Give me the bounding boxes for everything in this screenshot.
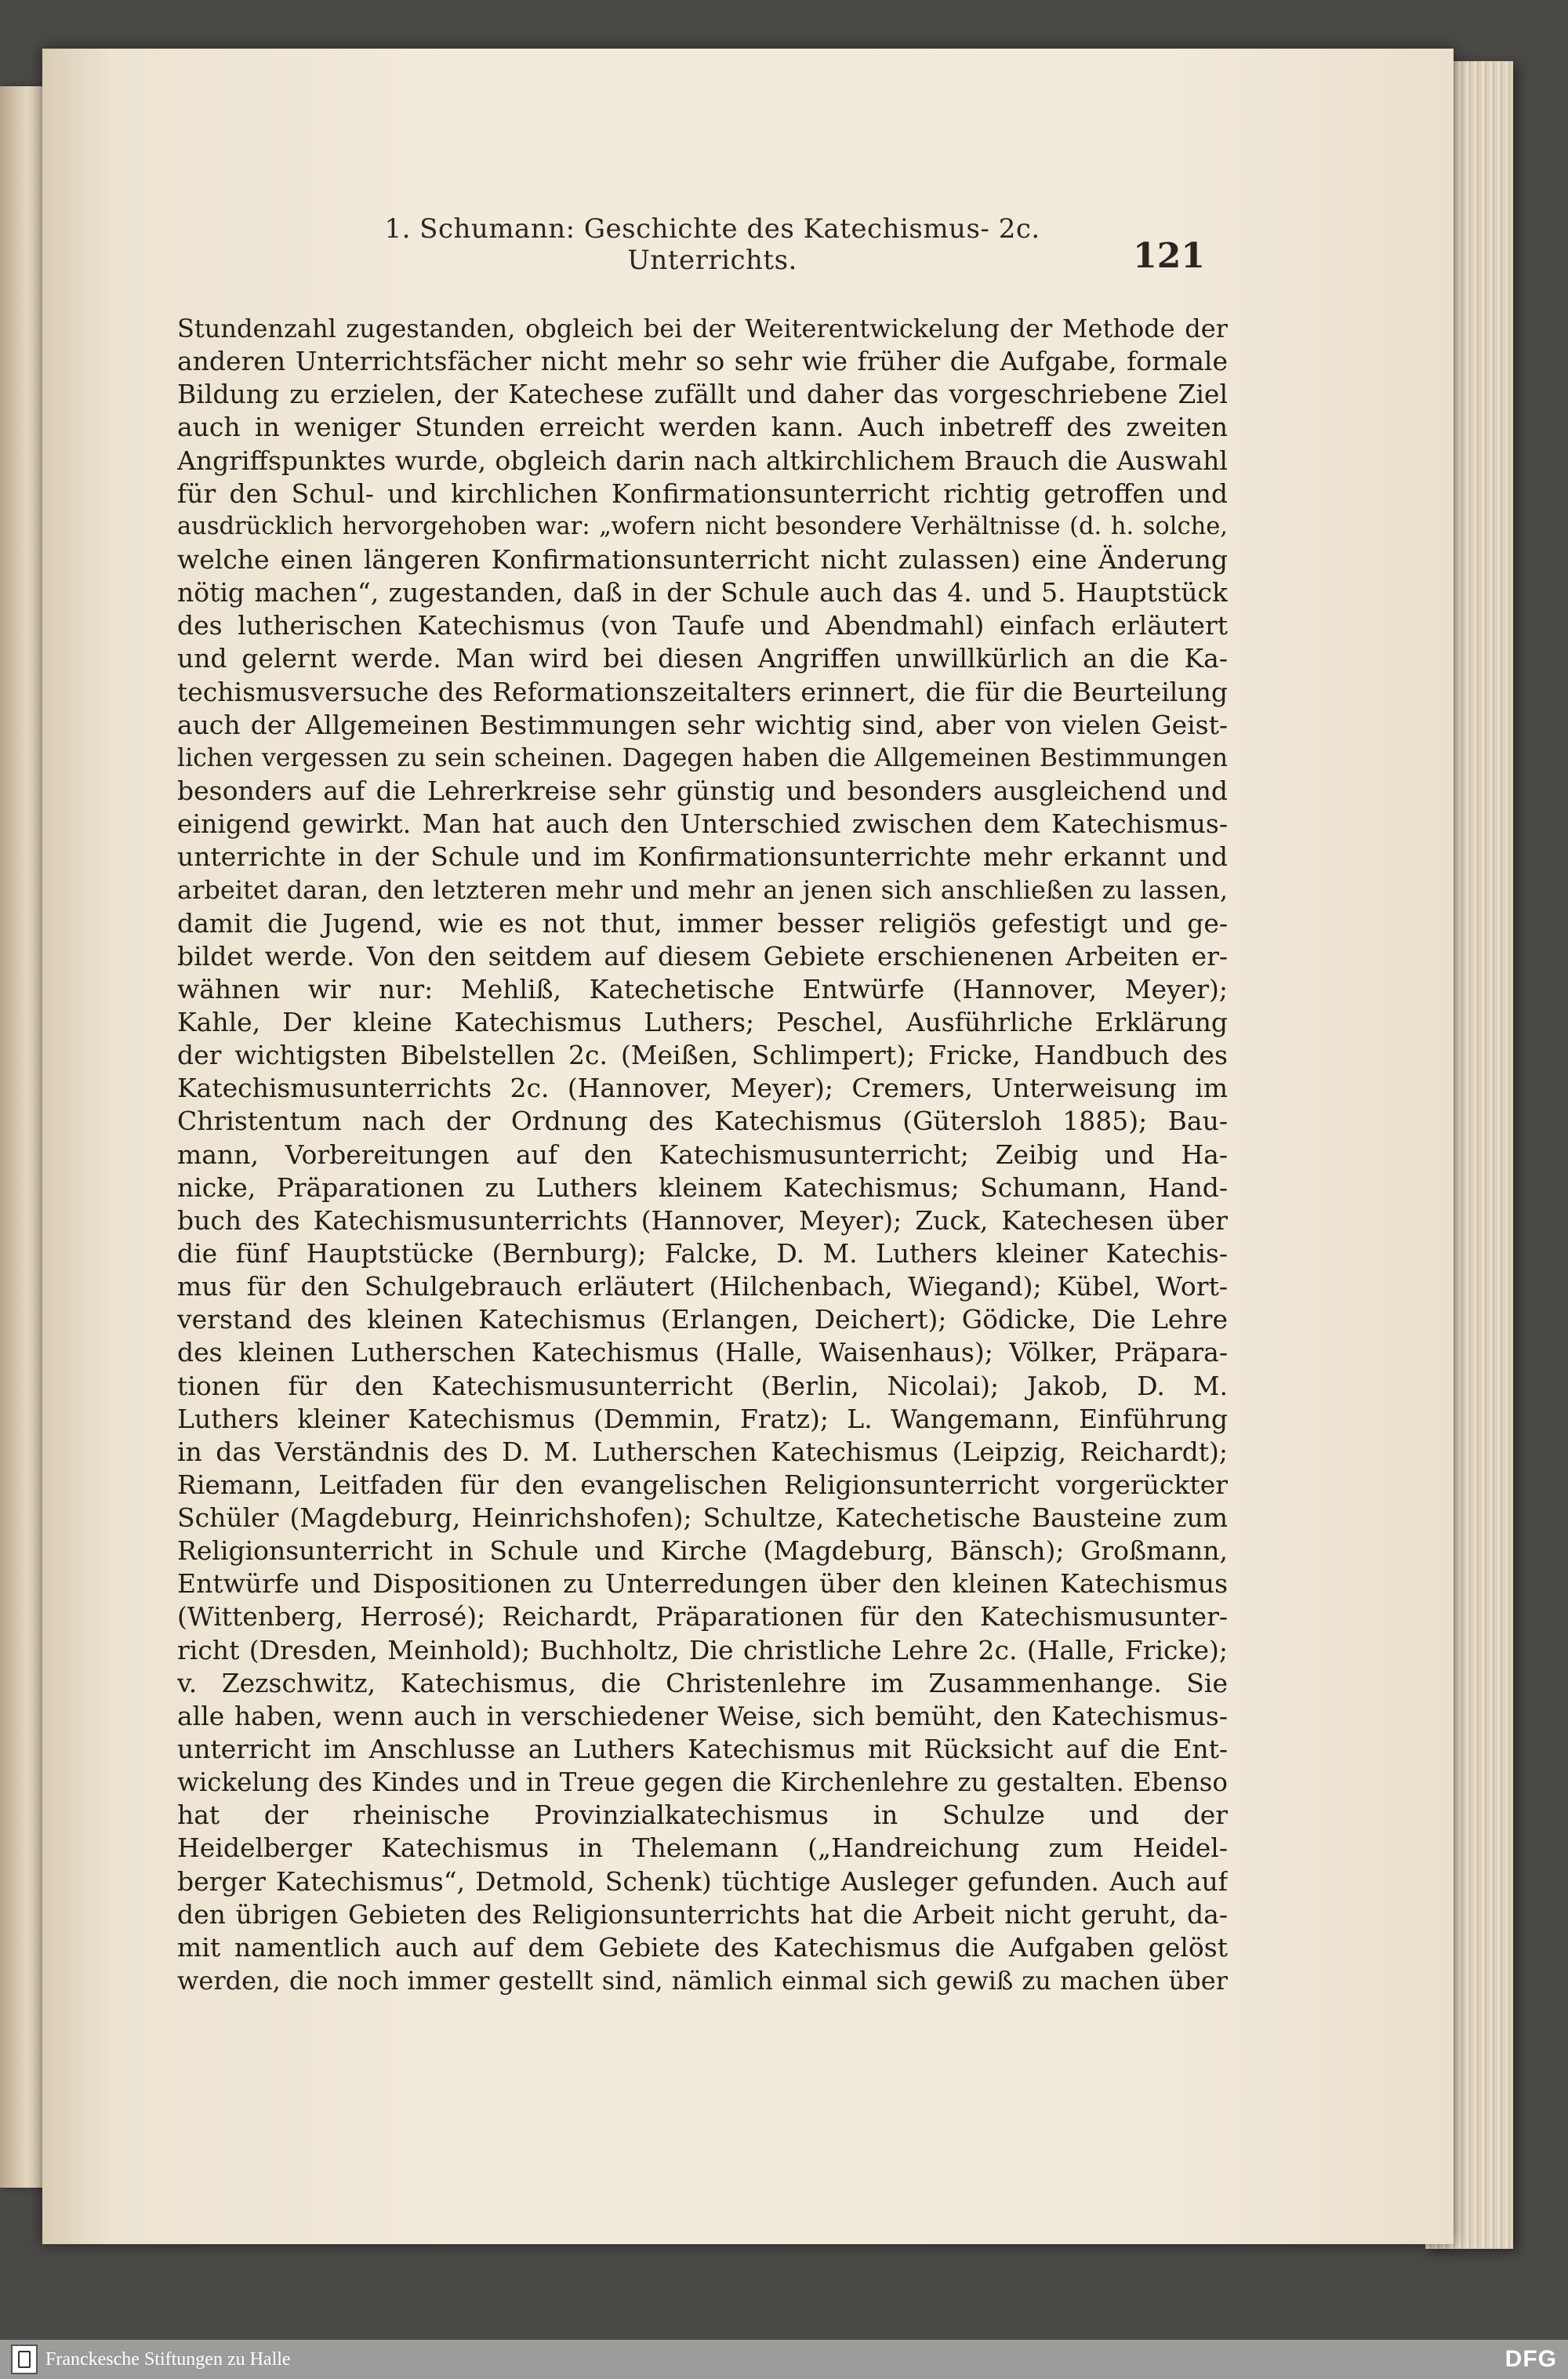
text-line: ausdrücklich hervorgehoben war: „wofern nicht besondere Verhältnisse (d. h. solche,: [177, 512, 1228, 540]
text-line: Katechismusunterrichts 2c. (Hannover, Meyer); Cremers, Unterweisung im: [177, 1073, 1228, 1104]
text-line: in das Verständnis des D. M. Lutherschen Katechismus (Leipzig, Reichardt);: [177, 1436, 1228, 1467]
text-line: unterricht im Anschlusse an Luthers Katechismus mit Rücksicht auf die Ent-: [177, 1734, 1228, 1765]
text-line: des kleinen Lutherschen Katechismus (Halle, Waisenhaus); Völker, Präpara-: [177, 1337, 1228, 1368]
text-line: techismusversuche des Reformationszeitalters erinnert, die für die Beurteilung: [177, 676, 1228, 707]
text-line: nötig machen“, zugestanden, daß in der Schule auch das 4. und 5. Hauptstück: [177, 577, 1228, 608]
dfg-logo: DFG: [1504, 2346, 1557, 2372]
text-line: nicke, Präparationen zu Luthers kleinem Katechismus; Schumann, Hand-: [177, 1171, 1228, 1203]
text-line: Religionsunterricht in Schule und Kirche (Magdeburg, Bänsch); Großmann,: [177, 1535, 1228, 1567]
text-line: mit namentlich auch auf dem Gebiete des Katechismus die Aufgaben gelöst: [177, 1931, 1228, 1963]
text-line: besonders auf die Lehrerkreise sehr günstig und besonders ausgleichend und: [177, 775, 1228, 806]
text-line: unterrichte in der Schule und im Konfirmationsunterrichte mehr erkannt und: [177, 841, 1228, 873]
text-line: die fünf Hauptstücke (Bernburg); Falcke, D. M. Luthers kleiner Katechis-: [177, 1237, 1228, 1269]
text-line: werden, die noch immer gestellt sind, nämlich einmal sich gewiß zu machen über: [177, 1966, 1228, 1996]
text-line: des lutherischen Katechismus (von Taufe und Abendmahl) einfach erläutert: [177, 610, 1228, 641]
text-line: anderen Unterrichtsfächer nicht mehr so sehr wie früher die Aufgabe, formale: [177, 346, 1228, 377]
institution-logo-icon: [11, 2344, 38, 2374]
text-line: welche einen längeren Konfirmationsunterricht nicht zulassen) eine Änderung: [177, 543, 1228, 575]
text-line: Christentum nach der Ordnung des Katechismus (Gütersloh 1885); Bau-: [177, 1106, 1228, 1137]
text-line: richt (Dresden, Meinhold); Buchholtz, Die christliche Lehre 2c. (Halle, Fricke);: [177, 1634, 1228, 1665]
text-line: berger Katechismus“, Detmold, Schenk) tüchtige Ausleger gefunden. Auch auf: [177, 1865, 1228, 1897]
footer-institution: Franckesche Stiftungen zu Halle: [45, 2348, 291, 2370]
text-line: Bildung zu erzielen, der Katechese zufällt und daher das vorgeschriebene Ziel: [177, 379, 1228, 410]
text-line: den übrigen Gebieten des Religionsunterrichts hat die Arbeit nicht geruht, da-: [177, 1898, 1228, 1930]
text-line: wickelung des Kindes und in Treue gegen die Kirchenlehre zu gestalten. Ebenso: [177, 1767, 1228, 1798]
text-line: hat der rheinische Provinzialkatechismus in Schulze und der: [177, 1800, 1228, 1831]
text-line: Riemann, Leitfaden für den evangelischen Religionsunterricht vorgerückter: [177, 1469, 1228, 1500]
text-line: Stundenzahl zugestanden, obgleich bei der Weiterentwickelung der Methode der: [177, 314, 1228, 343]
body-text: [177, 312, 1228, 1997]
text-line: und gelernt werde. Man wird bei diesen Angriffen unwillkürlich an die Ka-: [177, 643, 1228, 674]
text-line: v. Zezschwitz, Katechismus, die Christenlehre im Zusammenhange. Sie: [177, 1667, 1228, 1698]
text-line: Heidelberger Katechismus in Thelemann („Handreichung zum Heidel-: [177, 1832, 1228, 1864]
text-line: verstand des kleinen Katechismus (Erlangen, Deichert); Gödicke, Die Lehre: [177, 1304, 1228, 1335]
text-line: Entwürfe und Dispositionen zu Unterredungen über den kleinen Katechismus: [177, 1568, 1228, 1600]
text-line: alle haben, wenn auch in verschiedener Weise, sich bemüht, den Katechismus-: [177, 1700, 1228, 1731]
text-line: tionen für den Katechismusunterricht (Berlin, Nicolai); Jakob, D. M.: [177, 1370, 1228, 1401]
running-head-title: 1. Schumann: Geschichte des Katechismus- 2c. Unterrichts.: [384, 213, 1040, 276]
text-line: auch in weniger Stunden erreicht werden kann. Auch inbetreff des zweiten: [177, 412, 1228, 443]
text-line: mus für den Schulgebrauch erläutert (Hilchenbach, Wiegand); Kübel, Wort-: [177, 1271, 1228, 1302]
text-line: Kahle, Der kleine Katechismus Luthers; Peschel, Ausführliche Erklärung: [177, 1006, 1228, 1037]
text-line: buch des Katechismusunterrichts (Hannover, Meyer); Zuck, Katechesen über: [177, 1204, 1228, 1236]
text-line: lichen vergessen zu sein scheinen. Dagegen haben die Allgemeinen Bestimmungen: [177, 743, 1228, 772]
text-line: (Wittenberg, Herrosé); Reichardt, Präparationen für den Katechismusunter-: [177, 1601, 1228, 1633]
text-line: Luthers kleiner Katechismus (Demmin, Fratz); L. Wangemann, Einführung: [177, 1403, 1228, 1434]
text-line: Schüler (Magdeburg, Heinrichshofen); Schultze, Katechetische Bausteine zum: [177, 1502, 1228, 1534]
footer-left: [0, 2344, 291, 2374]
text-line: damit die Jugend, wie es not thut, immer besser religiös gefestigt und ge-: [177, 907, 1228, 939]
text-line: arbeitet daran, den letzteren mehr und mehr an jenen sich anschließen zu lassen,: [177, 875, 1228, 906]
text-line: einigend gewirkt. Man hat auch den Unterschied zwischen dem Katechismus-: [177, 808, 1228, 840]
text-line: der wichtigsten Bibelstellen 2c. (Meißen, Schlimpert); Fricke, Handbuch des: [177, 1040, 1228, 1071]
text-line: auch der Allgemeinen Bestimmungen sehr wichtig sind, aber von vielen Geist-: [177, 709, 1228, 740]
footer-bar: [0, 2340, 1568, 2379]
page-number: 121: [1133, 236, 1205, 276]
text-line: bildet werde. Von den seitdem auf diesem Gebiete erschienenen Arbeiten er-: [177, 940, 1228, 972]
text-line: mann, Vorbereitungen auf den Katechismusunterricht; Zeibig und Ha-: [177, 1139, 1228, 1170]
text-line: Angriffspunktes wurde, obgleich darin nach altkirchlichem Brauch die Auswahl: [177, 445, 1228, 476]
running-head: [307, 213, 1205, 276]
previous-page-edge: [0, 86, 49, 2188]
text-line: wähnen wir nur: Mehliß, Katechetische Entwürfe (Hannover, Meyer);: [177, 973, 1228, 1004]
text-line: für den Schul- und kirchlichen Konfirmationsunterricht richtig getroffen und: [177, 478, 1228, 509]
